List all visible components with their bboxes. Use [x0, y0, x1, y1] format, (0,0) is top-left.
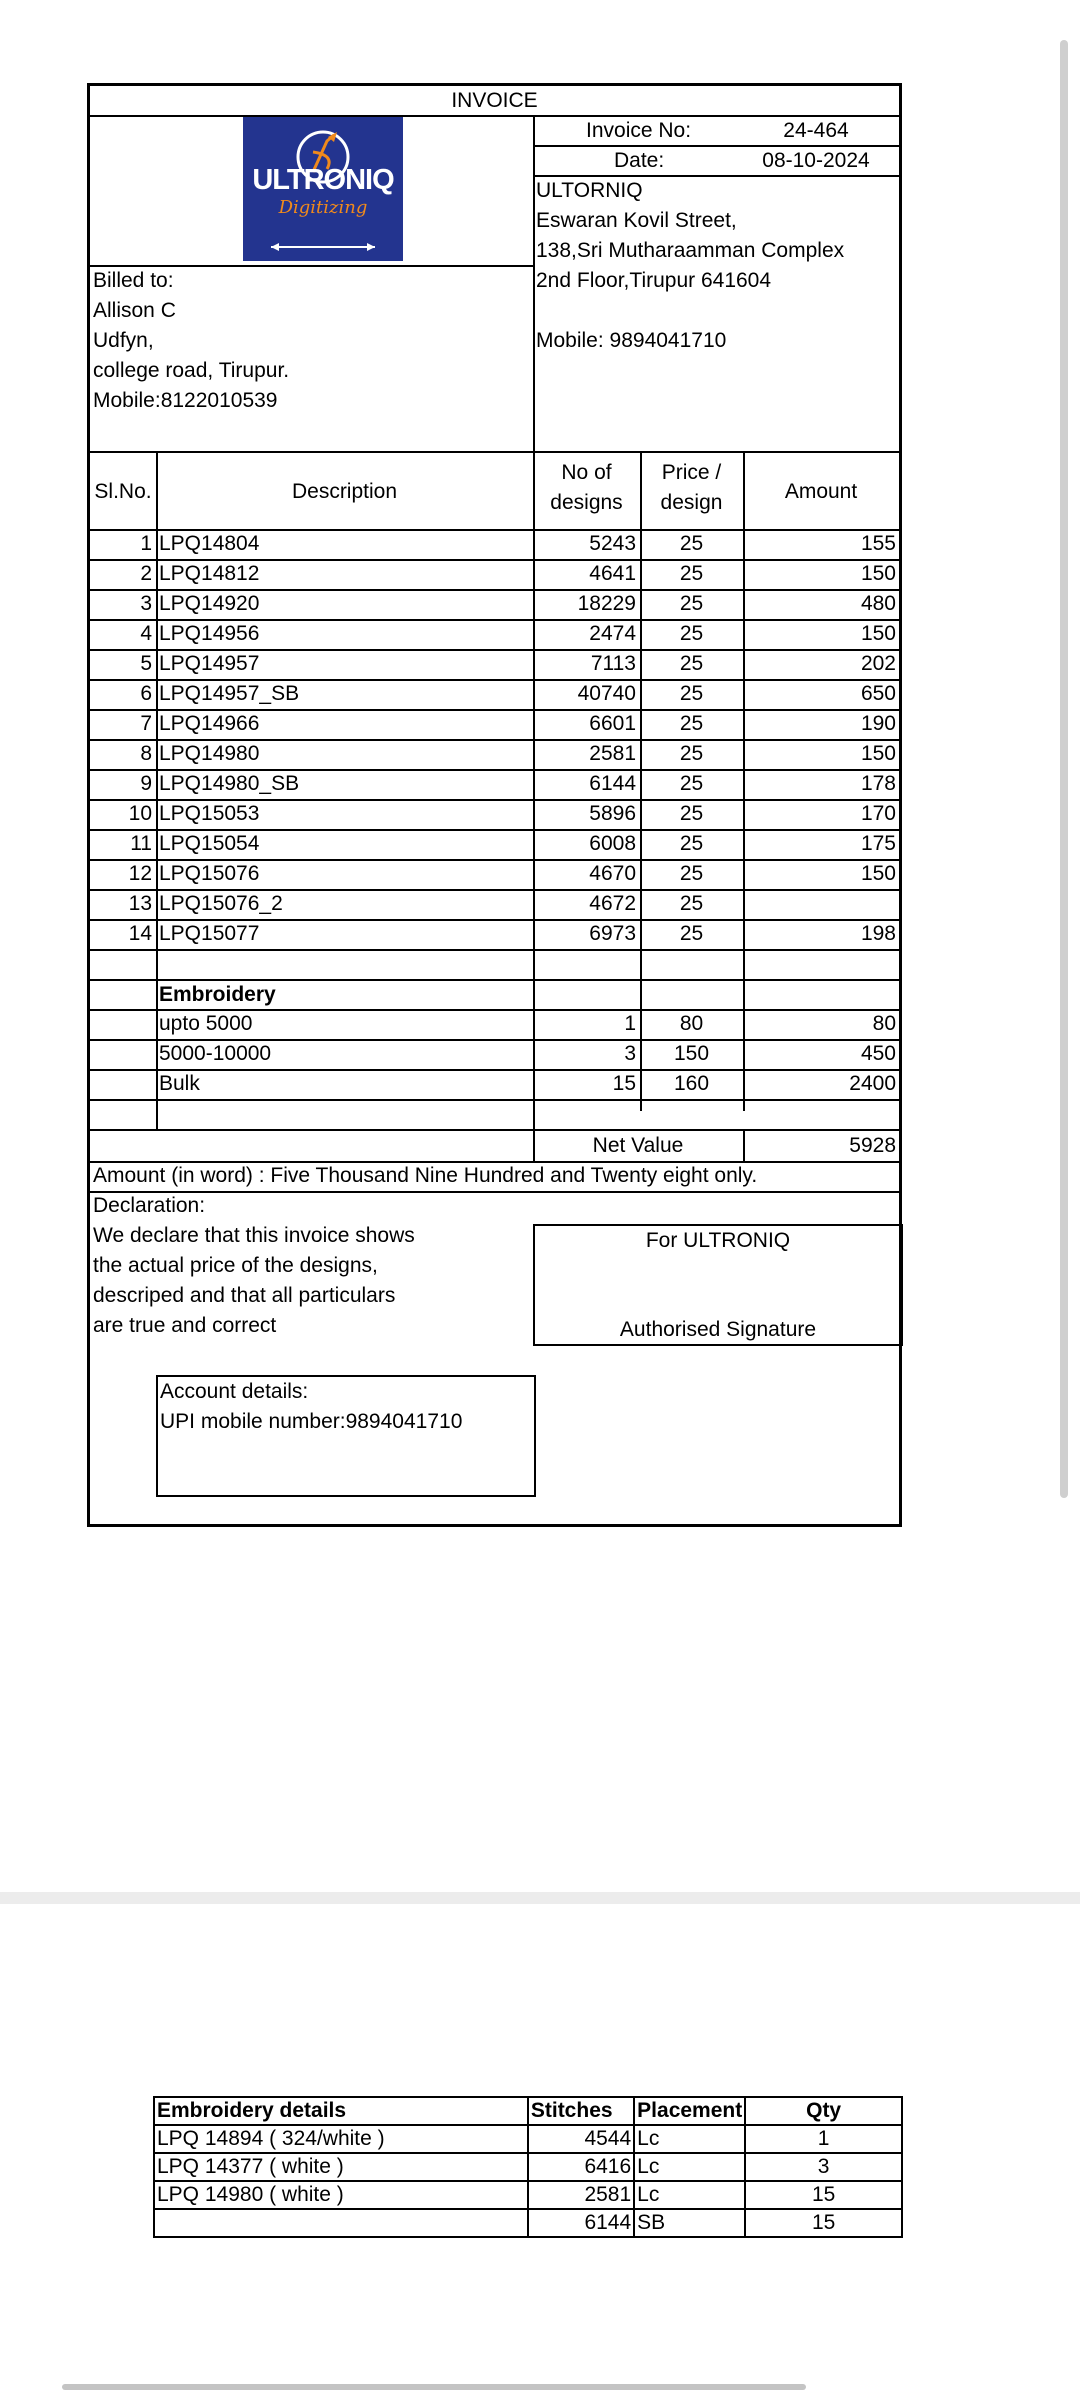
invoice-sheet	[87, 83, 902, 1527]
embroidery-heading: Embroidery	[159, 983, 276, 1006]
item-price-per-design: 25	[679, 592, 704, 615]
item-price-per-design: 25	[679, 802, 704, 825]
billed-to-label: Billed to:	[93, 269, 174, 292]
embroidery-detail-stitches: 6144	[528, 2209, 634, 2237]
column-header-designs-line1: No of	[561, 461, 612, 484]
embroidery-detail-placement: SB	[634, 2209, 745, 2237]
seller-address-line3: 2nd Floor,Tirupur 641604	[536, 269, 772, 292]
item-amount: 650	[860, 682, 896, 705]
item-sl-no: 13	[128, 892, 152, 915]
embroidery-details-row	[154, 2181, 902, 2209]
billed-to-name: Allison C	[93, 299, 176, 322]
item-description: LPQ15053	[159, 802, 260, 825]
item-amount: 150	[860, 562, 896, 585]
date-label: Date:	[614, 149, 665, 172]
item-description: LPQ15054	[159, 832, 260, 855]
amount-in-words: Amount (in word) : Five Thousand Nine Hundred and Twenty eight only.	[93, 1164, 758, 1187]
declaration-line4: are true and correct	[93, 1314, 277, 1337]
billed-to-address: college road, Tirupur.	[93, 359, 290, 382]
logo-tagline-text: Digitizing	[278, 197, 368, 218]
item-no-of-designs: 40740	[577, 682, 636, 705]
item-price-per-design: 25	[679, 562, 704, 585]
embroidery-amount: 80	[872, 1012, 896, 1035]
item-amount: 190	[860, 712, 896, 735]
item-price-per-design: 25	[679, 772, 704, 795]
item-sl-no: 2	[140, 562, 152, 585]
billed-to-company: Udfyn,	[93, 329, 154, 352]
embroidery-amount: 450	[860, 1042, 896, 1065]
embroidery-qty: 3	[624, 1042, 636, 1065]
item-price-per-design: 25	[679, 862, 704, 885]
item-description: LPQ14812	[159, 562, 260, 585]
seller-address-line1: Eswaran Kovil Street,	[536, 209, 737, 232]
account-details-label: Account details:	[160, 1380, 309, 1403]
item-no-of-designs: 6144	[589, 772, 636, 795]
embroidery-detail-design: LPQ 14980 ( white )	[154, 2181, 528, 2209]
column-header-description: Description	[291, 480, 398, 503]
item-description: LPQ14980_SB	[159, 772, 300, 795]
header-qty: Qty	[745, 2097, 902, 2125]
header-placement: Placement	[634, 2097, 745, 2125]
item-amount: 170	[860, 802, 896, 825]
embroidery-details-header-row	[154, 2097, 902, 2125]
item-price-per-design: 25	[679, 682, 704, 705]
item-no-of-designs: 5896	[589, 802, 636, 825]
item-no-of-designs: 6601	[589, 712, 636, 735]
invoice-no-label: Invoice No:	[586, 119, 692, 142]
logo-brand-text: ULTRONIQ	[252, 164, 394, 196]
item-no-of-designs: 7113	[590, 652, 636, 675]
item-sl-no: 5	[140, 652, 152, 675]
item-amount: 150	[860, 622, 896, 645]
invoice-date-value: 08-10-2024	[762, 149, 870, 172]
embroidery-detail-placement: Lc	[634, 2153, 745, 2181]
item-description: LPQ14957	[159, 652, 260, 675]
item-description: LPQ15076	[159, 862, 260, 885]
item-price-per-design: 25	[679, 892, 704, 915]
item-no-of-designs: 6973	[589, 922, 636, 945]
item-sl-no: 6	[140, 682, 152, 705]
embroidery-detail-qty: 1	[745, 2125, 902, 2153]
item-description: LPQ14920	[159, 592, 260, 615]
embroidery-detail-placement: Lc	[634, 2125, 745, 2153]
item-price-per-design: 25	[679, 832, 704, 855]
embroidery-detail-design: LPQ 14894 ( 324/white )	[154, 2125, 528, 2153]
embroidery-qty: 1	[624, 1012, 636, 1035]
declaration-line2: the actual price of the designs,	[93, 1254, 378, 1277]
embroidery-detail-qty: 15	[745, 2209, 902, 2237]
embroidery-details-row	[154, 2125, 902, 2153]
embroidery-price: 160	[673, 1072, 710, 1095]
header-stitches: Stitches	[528, 2097, 634, 2125]
item-price-per-design: 25	[679, 622, 704, 645]
item-sl-no: 7	[140, 712, 152, 735]
item-amount: 198	[860, 922, 896, 945]
item-no-of-designs: 18229	[577, 592, 636, 615]
item-price-per-design: 25	[679, 922, 704, 945]
item-sl-no: 9	[140, 772, 152, 795]
net-value-amount: 5928	[849, 1134, 896, 1157]
item-no-of-designs: 4672	[589, 892, 636, 915]
item-description: LPQ14804	[159, 532, 260, 555]
item-price-per-design: 25	[679, 712, 704, 735]
item-no-of-designs: 2581	[589, 742, 636, 765]
item-price-per-design: 25	[679, 532, 704, 555]
embroidery-price: 150	[673, 1042, 710, 1065]
item-price-per-design: 25	[679, 742, 704, 765]
item-sl-no: 4	[140, 622, 152, 645]
item-no-of-designs: 6008	[589, 832, 636, 855]
embroidery-detail-stitches: 6416	[528, 2153, 634, 2181]
item-amount: 175	[860, 832, 896, 855]
item-no-of-designs: 2474	[589, 622, 636, 645]
authorised-signature-label: Authorised Signature	[619, 1318, 817, 1341]
embroidery-details-row	[154, 2153, 902, 2181]
page-separator	[0, 1892, 1080, 1904]
declaration-line1: We declare that this invoice shows	[93, 1224, 415, 1247]
item-sl-no: 11	[130, 832, 152, 855]
account-details-box	[156, 1375, 536, 1497]
item-amount: 480	[860, 592, 896, 615]
seller-name: ULTORNIQ	[536, 179, 643, 202]
embroidery-details-row	[154, 2209, 902, 2237]
column-header-amount: Amount	[784, 480, 858, 503]
item-sl-no: 10	[128, 802, 152, 825]
embroidery-detail-stitches: 2581	[528, 2181, 634, 2209]
embroidery-detail-placement: Lc	[634, 2181, 745, 2209]
seller-address-line2: 138,Sri Mutharaamman Complex	[536, 239, 845, 262]
embroidery-details-table	[153, 2096, 903, 2238]
item-description: LPQ14957_SB	[159, 682, 300, 705]
item-description: LPQ14980	[159, 742, 260, 765]
embroidery-range: 5000-10000	[159, 1042, 272, 1065]
item-amount: 155	[860, 532, 896, 555]
item-description: LPQ14966	[159, 712, 260, 735]
embroidery-detail-stitches: 4544	[528, 2125, 634, 2153]
embroidery-price: 80	[679, 1012, 704, 1035]
column-header-designs-line2: designs	[550, 491, 623, 514]
embroidery-range: Bulk	[159, 1072, 200, 1095]
item-sl-no: 12	[128, 862, 152, 885]
upi-mobile-number: UPI mobile number:9894041710	[160, 1410, 463, 1433]
column-header-price-line2: design	[660, 491, 723, 514]
item-amount: 178	[860, 772, 896, 795]
item-amount: 150	[860, 742, 896, 765]
item-amount: 202	[860, 652, 896, 675]
declaration-line3: descriped and that all particulars	[93, 1284, 396, 1307]
item-no-of-designs: 4641	[589, 562, 636, 585]
embroidery-detail-qty: 3	[745, 2153, 902, 2181]
for-ultroniq-label: For ULTRONIQ	[645, 1229, 791, 1252]
invoice-title: INVOICE	[451, 89, 538, 112]
billed-to-mobile: Mobile:8122010539	[93, 389, 278, 412]
embroidery-detail-qty: 15	[745, 2181, 902, 2209]
item-no-of-designs: 4670	[589, 862, 636, 885]
item-description: LPQ15077	[159, 922, 260, 945]
horizontal-scrollbar[interactable]	[62, 2384, 806, 2390]
item-amount: 150	[860, 862, 896, 885]
signature-box	[533, 1224, 903, 1346]
header-embroidery-details: Embroidery details	[154, 2097, 528, 2125]
column-header-sl: Sl.No.	[94, 480, 152, 503]
embroidery-detail-design: LPQ 14377 ( white )	[154, 2153, 528, 2181]
embroidery-detail-design	[154, 2209, 528, 2237]
item-price-per-design: 25	[679, 652, 704, 675]
embroidery-range: upto 5000	[159, 1012, 253, 1035]
item-sl-no: 1	[140, 532, 152, 555]
item-sl-no: 8	[140, 742, 152, 765]
item-description: LPQ14956	[159, 622, 260, 645]
declaration-label: Declaration:	[93, 1194, 206, 1217]
vertical-scrollbar[interactable]	[1060, 40, 1068, 1498]
invoice-no-value: 24-464	[783, 119, 849, 142]
column-header-price-line1: Price /	[661, 461, 722, 484]
item-description: LPQ15076_2	[159, 892, 283, 915]
net-value-label: Net Value	[592, 1134, 684, 1157]
item-sl-no: 3	[140, 592, 152, 615]
item-sl-no: 14	[128, 922, 152, 945]
item-no-of-designs: 5243	[589, 532, 636, 555]
seller-mobile: Mobile: 9894041710	[536, 329, 727, 352]
embroidery-qty: 15	[612, 1072, 636, 1095]
embroidery-amount: 2400	[849, 1072, 896, 1095]
